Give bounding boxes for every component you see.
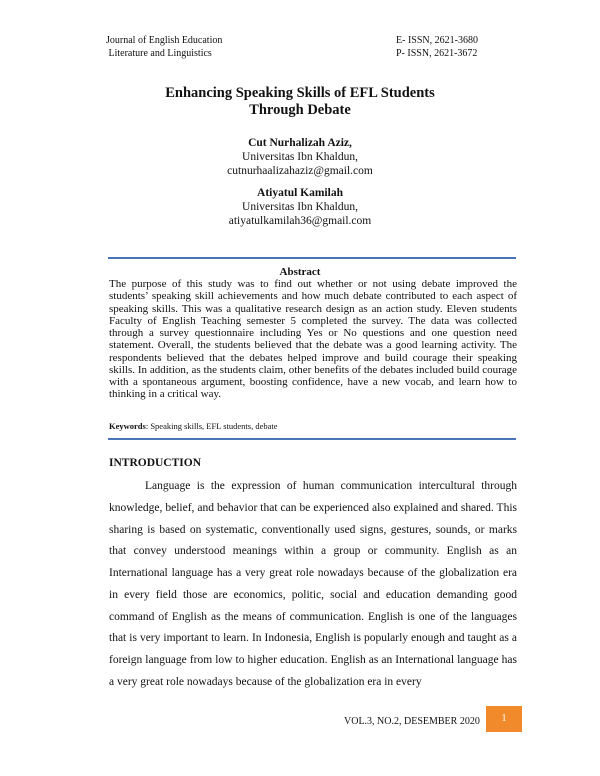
paper-title	[0, 85, 600, 119]
author-1-email[interactable]: cutnurhaalizahaziz@gmail.com	[227, 165, 373, 177]
author-2-name: Atiyatul Kamilah	[257, 187, 343, 199]
author-1-name: Cut Nurhalizah Aziz,	[248, 137, 352, 149]
journal-name-line2: Literature and Linguistics	[106, 48, 212, 59]
abstract-heading: Abstract	[279, 266, 321, 278]
abstract-top-rule	[108, 257, 516, 259]
abstract-text: The purpose of this study was to find out whether or not using debate improved the students’ speaking skill achievements and how much debate contributed to each aspect of speaking skills. This was a qualitative research design as an action study. Eleven students Faculty of English Teaching semester 5 completed the survey. The data was collected through a survey questionnaire including Yes or No questions and one question need statement. Overall, the students believed that the debate was a good learning activity. The respondents believed that the debates helped improve and build courage their speaking skills. In addition, as the students claim, other benefits of the debates included build courage with a spontaneous argument, boosting confidence, have a new vocab, and learn how to thinking in a critical way.	[109, 278, 517, 401]
abstract-bottom-rule	[108, 438, 516, 440]
paper-title-line2: Through Debate	[249, 102, 351, 118]
author-2-email[interactable]: atiyatulkamilah36@gmail.com	[228, 215, 372, 227]
pissn: P- ISSN, 2621-3672	[396, 48, 478, 59]
author-2-affiliation: Universitas Ibn Khaldun,	[242, 201, 358, 213]
journal-name	[106, 34, 222, 60]
keywords-label: Keywords	[109, 421, 146, 431]
keywords-line	[109, 421, 278, 431]
author-1	[0, 136, 600, 178]
eissn: E- ISSN, 2621-3680	[396, 35, 478, 46]
journal-name-line1: Journal of English Education	[106, 35, 223, 46]
issn-block	[396, 34, 478, 60]
author-2	[0, 186, 600, 228]
keywords-values: : Speaking skills, EFL students, debate	[145, 421, 278, 431]
author-1-affiliation: Universitas Ibn Khaldun,	[242, 151, 358, 163]
footer-volume: VOL.3, NO.2, DESEMBER 2020	[344, 716, 480, 727]
introduction-text: Language is the expression of human communication intercultural through knowledge, belief, and behavior that can be experienced also explained and shared. This sharing is based on systematic, conventionally used signs, gestures, sounds, or marks that convey understood meanings within a group or community. English as an International language has a very great role nowadays because of the globalization era in every field those are economics, politic, social and education demanding good command of English as the means of communication. English is one of the languages that is very important to learn. In Indonesia, English is popularly enough and taught as a foreign language from low to higher education. English as an International language has a very great role nowadays because of the globalization era in every	[109, 480, 517, 688]
introduction-heading: INTRODUCTION	[109, 457, 202, 469]
paper-title-line1: Enhancing Speaking Skills of EFL Students	[165, 85, 435, 101]
page-number: 1	[486, 706, 522, 732]
